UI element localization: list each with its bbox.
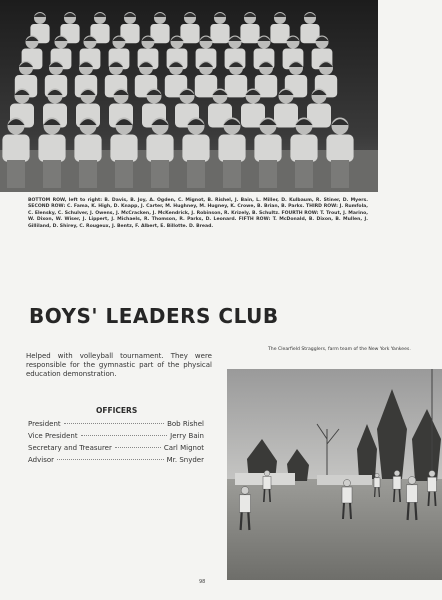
person-legs bbox=[115, 160, 133, 188]
person-legs bbox=[79, 160, 97, 188]
person-body bbox=[240, 24, 259, 43]
officer-role: Vice President bbox=[28, 432, 78, 440]
person-legs bbox=[331, 160, 349, 188]
player-head bbox=[241, 487, 249, 495]
leader-dots bbox=[64, 423, 164, 424]
officer-name: Mr. Snyder bbox=[166, 456, 204, 464]
player-figure bbox=[428, 477, 437, 491]
person-legs bbox=[43, 160, 61, 188]
person-body bbox=[110, 135, 137, 162]
leader-dots bbox=[115, 447, 161, 448]
officer-row-vice-president bbox=[28, 432, 204, 442]
person-body bbox=[274, 104, 298, 128]
player-figure bbox=[263, 476, 271, 489]
team-photo bbox=[227, 369, 442, 580]
photo-caption: BOTTOM ROW, left to right: B. Davis, B. Joy, A. Ogden, C. Mignot, B. Rishel, J. Bain, L. Miller, D. Kulbaum, R. Stiner, D. Myers. SECOND ROW: C. Fama, K. High, D. Knapp, J. Carter, M. Hughney, M. Hugney, K. Crowe, B. Brian, B. Parks. THIRD ROW: J. Rumfola, C. Elensky, C. Schulver, J. Owens, J. McCracken, J. McKendrick, J. Robinson, R. Krizely, B. Schultz. FOURTH ROW: T. Trout, J. Marino, W. Dixon, W. Wiser, J. Lippert, J. Michaels, R. Thomson, R. Parks, D. Leonard. FIFTH ROW: T. McDonald, B. Dixon, B. Mullen, J. Gilliland, D. Shirey, C. Rougeux, J. Bentz, F. Albert, E. Billotte. D. Bread. bbox=[28, 198, 368, 229]
officer-name: Carl Mignot bbox=[163, 444, 204, 452]
player-head bbox=[394, 470, 400, 476]
person-legs bbox=[151, 160, 169, 188]
person-body bbox=[180, 24, 199, 43]
player-figure bbox=[407, 485, 418, 503]
club-description: Helped with volleyball tournament. They were responsible for the gymnastic part of the physical education demonstration. bbox=[26, 352, 212, 378]
officer-row-secretary-treasurer bbox=[28, 444, 204, 454]
officer-row-president bbox=[28, 420, 204, 430]
person-legs bbox=[187, 160, 205, 188]
officer-role: Secretary and Treasurer bbox=[28, 444, 112, 452]
officers-heading: OFFICERS bbox=[96, 406, 138, 415]
person-body bbox=[38, 135, 65, 162]
person-body bbox=[210, 24, 229, 43]
officer-name: Bob Rishel bbox=[167, 420, 204, 428]
player-head bbox=[344, 480, 351, 487]
leader-dots bbox=[81, 435, 168, 436]
player-figure bbox=[240, 495, 251, 513]
player-figure bbox=[374, 478, 380, 488]
page-title: BOYS' LEADERS CLUB bbox=[29, 304, 279, 328]
person-body bbox=[182, 135, 209, 162]
team-photo-caption: The Clearfield Stragglers, farm team of the New York Yankees. bbox=[268, 347, 411, 352]
page-number: 98 bbox=[199, 579, 206, 585]
player-head bbox=[375, 473, 379, 477]
person-legs bbox=[7, 160, 25, 188]
person-body bbox=[74, 135, 101, 162]
officer-role: President bbox=[28, 420, 61, 428]
person-legs bbox=[259, 160, 277, 188]
team-photo-image bbox=[227, 369, 442, 580]
person-body bbox=[326, 135, 353, 162]
leader-dots bbox=[57, 459, 164, 460]
player-figure bbox=[393, 476, 401, 489]
player-head bbox=[429, 470, 435, 476]
person-legs bbox=[295, 160, 313, 188]
person-body bbox=[225, 75, 247, 97]
officer-role: Advisor bbox=[28, 456, 55, 464]
player-head bbox=[264, 470, 270, 476]
group-photo bbox=[0, 0, 378, 192]
person-body bbox=[270, 24, 289, 43]
person-body bbox=[254, 135, 281, 162]
person-legs bbox=[223, 160, 241, 188]
officer-name: Jerry Bain bbox=[170, 432, 204, 440]
player-head bbox=[408, 477, 416, 485]
player-figure bbox=[342, 487, 352, 503]
person-body bbox=[218, 135, 245, 162]
person-body bbox=[146, 135, 173, 162]
officer-row-advisor bbox=[28, 456, 204, 466]
person-body bbox=[2, 135, 29, 162]
group-photo-image bbox=[0, 0, 378, 192]
person-body bbox=[290, 135, 317, 162]
